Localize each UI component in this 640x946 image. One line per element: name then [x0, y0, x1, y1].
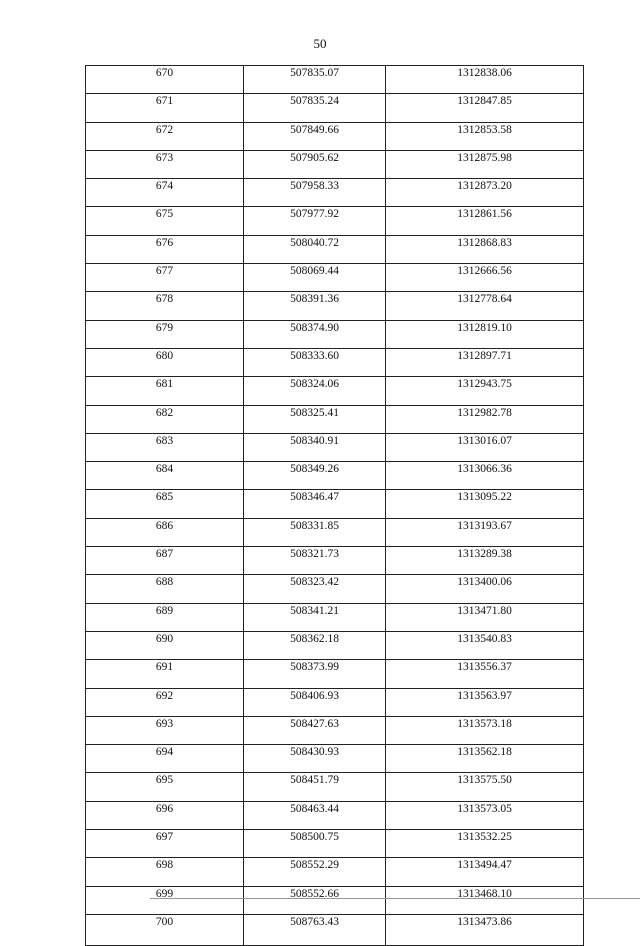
point-number-cell: 694: [86, 745, 244, 773]
point-number-cell: 672: [86, 122, 244, 150]
table-row: [86, 886, 584, 914]
y-coordinate-cell: 1312875.98: [386, 150, 584, 178]
y-coordinate-cell: 1313193.67: [386, 518, 584, 546]
table-row: [86, 348, 584, 376]
y-coordinate-cell: 1312819.10: [386, 320, 584, 348]
y-coordinate-cell: 1312853.58: [386, 122, 584, 150]
y-coordinate-cell: 1313471.80: [386, 603, 584, 631]
x-coordinate-cell: 508552.29: [244, 858, 386, 886]
x-coordinate-cell: 507905.62: [244, 150, 386, 178]
point-number-cell: 680: [86, 348, 244, 376]
x-coordinate-cell: 508763.43: [244, 914, 386, 945]
table-row: [86, 207, 584, 235]
table-row: [86, 490, 584, 518]
y-coordinate-cell: 1312666.56: [386, 264, 584, 292]
y-coordinate-cell: 1313575.50: [386, 773, 584, 801]
y-coordinate-cell: 1313400.06: [386, 575, 584, 603]
y-coordinate-cell: 1312873.20: [386, 179, 584, 207]
table-row: [86, 830, 584, 858]
table-row: [86, 433, 584, 461]
x-coordinate-cell: 508349.26: [244, 462, 386, 490]
point-number-cell: 691: [86, 660, 244, 688]
point-number-cell: 677: [86, 264, 244, 292]
x-coordinate-cell: 507849.66: [244, 122, 386, 150]
page-number: 50: [313, 36, 327, 51]
table-row: [86, 66, 584, 94]
y-coordinate-cell: 1312897.71: [386, 348, 584, 376]
y-coordinate-cell: 1313468.10: [386, 886, 584, 914]
y-coordinate-cell: 1313494.47: [386, 858, 584, 886]
y-coordinate-cell: 1312778.64: [386, 292, 584, 320]
point-number-cell: 692: [86, 688, 244, 716]
table-row: [86, 914, 584, 945]
point-number-cell: 699: [86, 886, 244, 914]
table-row: [86, 264, 584, 292]
point-number-cell: 696: [86, 801, 244, 829]
x-coordinate-cell: 508500.75: [244, 830, 386, 858]
table-row: [86, 631, 584, 659]
table-row: [86, 773, 584, 801]
x-coordinate-cell: 507835.24: [244, 94, 386, 122]
point-number-cell: 690: [86, 631, 244, 659]
point-number-cell: 700: [86, 914, 244, 945]
y-coordinate-cell: 1312943.75: [386, 377, 584, 405]
point-number-cell: 678: [86, 292, 244, 320]
x-coordinate-cell: 507958.33: [244, 179, 386, 207]
y-coordinate-cell: 1312868.83: [386, 235, 584, 263]
y-coordinate-cell: 1313573.05: [386, 801, 584, 829]
point-number-cell: 675: [86, 207, 244, 235]
x-coordinate-cell: 508373.99: [244, 660, 386, 688]
table-row: [86, 292, 584, 320]
x-coordinate-cell: 507977.92: [244, 207, 386, 235]
x-coordinate-cell: 508340.91: [244, 433, 386, 461]
table-row: [86, 150, 584, 178]
table-row: [86, 405, 584, 433]
x-coordinate-cell: 508463.44: [244, 801, 386, 829]
x-coordinate-cell: 508346.47: [244, 490, 386, 518]
point-number-cell: 695: [86, 773, 244, 801]
point-number-cell: 687: [86, 547, 244, 575]
x-coordinate-cell: 508362.18: [244, 631, 386, 659]
point-number-cell: 697: [86, 830, 244, 858]
y-coordinate-cell: 1313563.97: [386, 688, 584, 716]
y-coordinate-cell: 1313562.18: [386, 745, 584, 773]
table-row: [86, 320, 584, 348]
y-coordinate-cell: 1313289.38: [386, 547, 584, 575]
table-row: [86, 858, 584, 886]
point-number-cell: 693: [86, 716, 244, 744]
x-coordinate-cell: 508430.93: [244, 745, 386, 773]
point-number-cell: 681: [86, 377, 244, 405]
x-coordinate-cell: 508341.21: [244, 603, 386, 631]
y-coordinate-cell: 1312861.56: [386, 207, 584, 235]
x-coordinate-cell: 508040.72: [244, 235, 386, 263]
point-number-cell: 671: [86, 94, 244, 122]
point-number-cell: 684: [86, 462, 244, 490]
x-coordinate-cell: 508331.85: [244, 518, 386, 546]
bottom-divider: [150, 898, 640, 899]
table-row: [86, 745, 584, 773]
table-row: [86, 547, 584, 575]
y-coordinate-cell: 1313066.36: [386, 462, 584, 490]
table-row: [86, 716, 584, 744]
table-row: [86, 235, 584, 263]
point-number-cell: 683: [86, 433, 244, 461]
point-number-cell: 673: [86, 150, 244, 178]
x-coordinate-cell: 508333.60: [244, 348, 386, 376]
table-row: [86, 688, 584, 716]
point-number-cell: 688: [86, 575, 244, 603]
point-number-cell: 676: [86, 235, 244, 263]
point-number-cell: 674: [86, 179, 244, 207]
y-coordinate-cell: 1313573.18: [386, 716, 584, 744]
point-number-cell: 670: [86, 66, 244, 94]
x-coordinate-cell: 508391.36: [244, 292, 386, 320]
coordinate-table-body: [86, 66, 584, 946]
point-number-cell: 689: [86, 603, 244, 631]
x-coordinate-cell: 507835.07: [244, 66, 386, 94]
x-coordinate-cell: 508427.63: [244, 716, 386, 744]
x-coordinate-cell: 508321.73: [244, 547, 386, 575]
x-coordinate-cell: 508552.66: [244, 886, 386, 914]
y-coordinate-cell: 1313556.37: [386, 660, 584, 688]
table-row: [86, 179, 584, 207]
x-coordinate-cell: 508069.44: [244, 264, 386, 292]
y-coordinate-cell: 1313532.25: [386, 830, 584, 858]
y-coordinate-cell: 1312847.85: [386, 94, 584, 122]
table-row: [86, 377, 584, 405]
y-coordinate-cell: 1312838.06: [386, 66, 584, 94]
table-row: [86, 801, 584, 829]
point-number-cell: 679: [86, 320, 244, 348]
x-coordinate-cell: 508406.93: [244, 688, 386, 716]
table-row: [86, 575, 584, 603]
y-coordinate-cell: 1312982.78: [386, 405, 584, 433]
table-row: [86, 122, 584, 150]
point-number-cell: 682: [86, 405, 244, 433]
x-coordinate-cell: 508374.90: [244, 320, 386, 348]
coordinate-table: [85, 65, 584, 946]
table-row: [86, 462, 584, 490]
y-coordinate-cell: 1313540.83: [386, 631, 584, 659]
x-coordinate-cell: 508323.42: [244, 575, 386, 603]
point-number-cell: 685: [86, 490, 244, 518]
table-row: [86, 660, 584, 688]
y-coordinate-cell: 1313473.86: [386, 914, 584, 945]
point-number-cell: 686: [86, 518, 244, 546]
y-coordinate-cell: 1313016.07: [386, 433, 584, 461]
table-row: [86, 94, 584, 122]
table-row: [86, 518, 584, 546]
x-coordinate-cell: 508324.06: [244, 377, 386, 405]
x-coordinate-cell: 508451.79: [244, 773, 386, 801]
point-number-cell: 698: [86, 858, 244, 886]
y-coordinate-cell: 1313095.22: [386, 490, 584, 518]
table-row: [86, 603, 584, 631]
x-coordinate-cell: 508325.41: [244, 405, 386, 433]
